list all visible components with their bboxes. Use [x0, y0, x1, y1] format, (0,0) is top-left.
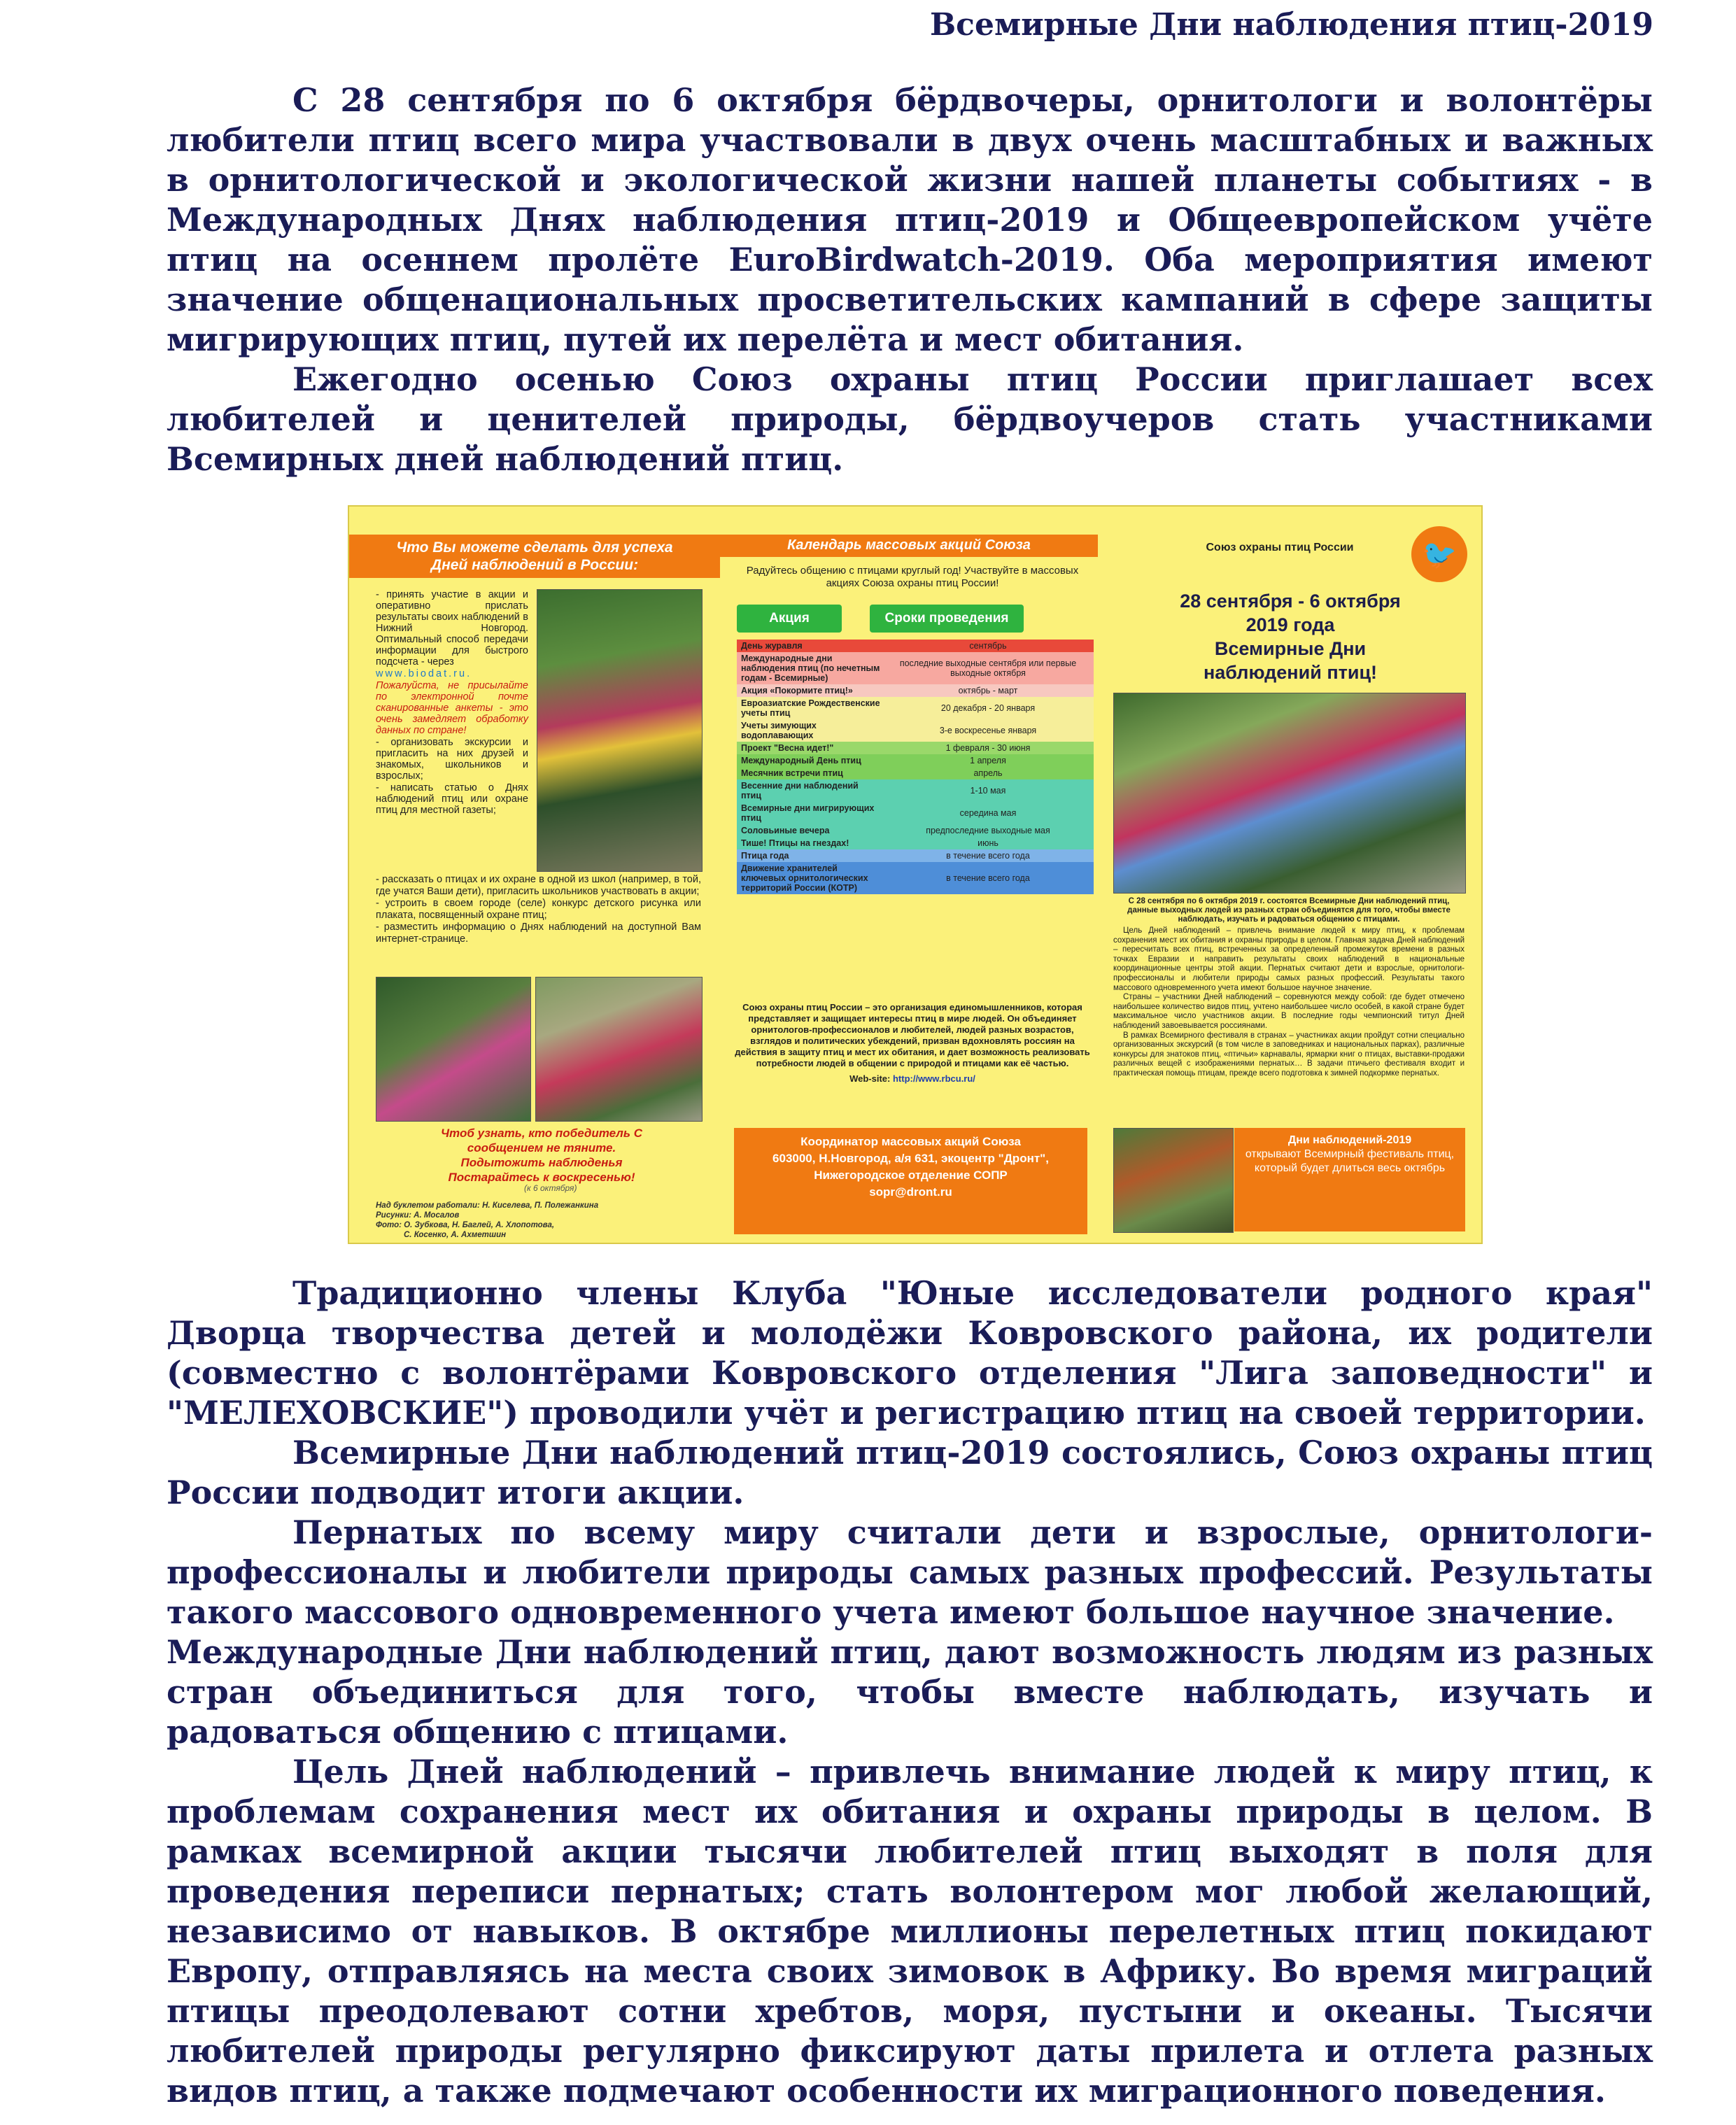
event-title-line: Всемирные Дни	[1214, 638, 1367, 659]
coordinator-box	[734, 1128, 1087, 1234]
event-row	[737, 767, 1094, 779]
tasks-list	[376, 589, 528, 817]
coordinator-line: 603000, Н.Новгород, а/я 631, экоцентр "Дронт",	[772, 1152, 1049, 1165]
event-row	[737, 862, 1094, 894]
credit-line: Фото: О. Зубкова, Н. Баглей, А. Хлопотова,	[376, 1221, 555, 1229]
event-name: Международный День птиц	[741, 756, 861, 765]
event-date: сентябрь	[969, 641, 1007, 651]
event-name: Всемирные дни мигрирующих птиц	[741, 803, 875, 823]
event-title	[1112, 589, 1469, 684]
paragraph: Всемирные Дни наблюдений птиц-2019 состоялись, Союз охраны птиц России подводит итоги акции.	[167, 1434, 1653, 1511]
brochure-right-panel	[1098, 507, 1483, 1243]
red-note-date: (к 6 октября)	[524, 1183, 577, 1193]
event-name: Тише! Птицы на гнездах!	[741, 838, 849, 848]
autumn-photo	[1113, 1128, 1234, 1233]
union-about	[734, 1002, 1091, 1085]
event-name: Месячник встречи птиц	[741, 768, 843, 778]
event-date: 1-10 мая	[970, 786, 1006, 796]
event-name: Движение хранителей ключевых орнитологических территорий России (КОТР)	[741, 863, 868, 893]
event-name: Птица года	[741, 851, 789, 861]
event-date: середина мая	[959, 808, 1017, 818]
event-date: последние выходные сентября или первые выходные октября	[899, 658, 1077, 678]
event-row	[737, 824, 1094, 837]
brochure-image	[348, 505, 1483, 1244]
right-paragraph: Страны – участники Дней наблюдений – соревнуются между собой: где будет отмечено наибольшее количество видов птиц, учтено наибольшее число особей, в какой стране будет максимальное число участников акции. В последние годы чемпионский титул Дней наблюдений завоевывается россиянами.	[1113, 993, 1465, 1030]
event-date: предпоследние выходные мая	[926, 826, 1050, 835]
event-row	[737, 640, 1094, 652]
right-paragraph: В рамках Всемирного фестиваля в странах – участниках акции пройдут сотни специально организованных экскурсий (в том числе в заповедниках и национальных парках), различные конкурсы для знатоков птиц, «птичьи» карнавалы, ярмарки книг о птицах, выставки-продажи различных вещей с изображениями пернатых… В задачи птичьего фестиваля входит и практическая помощь птицам, прежде всего подготовка к зимней подкормке пернатых.	[1113, 1031, 1465, 1078]
paragraph: Традиционно члены Клуба "Юные исследователи родного края" Дворца творчества детей и молодёжи Ковровского района, их родители (совместно с волонтёрами Ковровского отделения "Лига заповедности" и "МЕЛЕХОВСКИЕ") проводили учёт и регистрацию птиц на своей территории.	[167, 1274, 1653, 1432]
brochure-middle-panel	[720, 507, 1098, 1243]
left-panel-header	[349, 535, 720, 578]
task-item: - написать статью о Днях наблюдений птиц или охране птиц для местной газеты;	[376, 782, 528, 816]
event-date: октябрь - март	[958, 686, 1018, 696]
event-name: Проект "Весна идет!"	[741, 743, 834, 753]
event-date: апрель	[973, 768, 1003, 778]
festival-text: открывают Всемирный фестиваль птиц, который будет длиться весь октябрь	[1245, 1148, 1455, 1174]
left-header-line: Что Вы можете сделать для успеха	[396, 539, 673, 556]
paragraph: С 28 сентября по 6 октября бёрдвочеры, орнитологи и волонтёры любители птиц всего мира участвовали в двух очень масштабных и важных в орнитологической и экологической жизни нашей планеты событиях - в Международных Днях наблюдения птиц-2019 и Общеевропейском учёте птиц на осеннем пролёте EuroBirdwatch-2019. Оба мероприятия имеют значение общенациональных просветительских кампаний в сфере защиты мигрирующих птиц, путей их перелёта и мест обитания.	[167, 81, 1653, 358]
event-row	[737, 802, 1094, 824]
event-name: Евроазиатские Рождественские учеты птиц	[741, 698, 880, 718]
brochure-left-panel	[349, 507, 720, 1243]
event-row	[737, 719, 1094, 742]
coordinator-email[interactable]: sopr@dront.ru	[869, 1185, 952, 1199]
tasks-list-wide	[376, 874, 701, 945]
event-date: 3-е воскресенье января	[939, 726, 1037, 735]
event-row	[737, 697, 1094, 719]
calendar-column-headers	[737, 605, 1094, 633]
task-item: - принять участие в акции и оперативно прислать результаты своих наблюдений в Нижний Новгород. Оптимальный способ передачи информации для быстрого подсчета - через	[376, 589, 528, 668]
biodat-link[interactable]: www.biodat.ru.	[376, 668, 472, 679]
right-body-text	[1113, 926, 1465, 1079]
event-name: Учеты зимующих водоплавающих	[741, 721, 817, 740]
event-row	[737, 684, 1094, 697]
task-item: - рассказать о птицах и их охране в одной из школ (например, в той, где учатся Ваши дети), пригласить школьников участвовать в акции;	[376, 874, 701, 897]
event-date: 20 декабря - 20 января	[940, 703, 1036, 713]
coordinator-line: Координатор массовых акций Союза	[800, 1135, 1021, 1148]
forest-group-photo	[376, 977, 531, 1122]
calendar-intro: Радуйтесь общению с птицами круглый год! Участвуйте в массовых акциях Союза охраны птиц России!	[746, 565, 1079, 589]
event-name: Международные дни наблюдения птиц (по нечетным годам - Всемирные)	[741, 654, 880, 683]
page-title: Всемирные Дни наблюдения птиц-2019	[929, 7, 1653, 43]
event-name: Соловьиные вечера	[741, 826, 830, 835]
left-header-line: Дней наблюдений в России:	[430, 557, 639, 573]
event-date: в течение всего года	[946, 873, 1030, 883]
task-item: Пожалуйста, не присылайте по электронной почте сканированные анкеты - это очень замедляет обработку данных по стране!	[376, 680, 528, 736]
website-label: Web-site:	[849, 1073, 891, 1084]
union-about-text: Союз охраны птиц России – это организация единомышленников, которая представляет и защищает интересы птиц в мире людей. Он объединяет орнитологов-профессионалов и любителей, людей разных возрастов, взглядов и политических убеждений, призван вдохновлять россиян на действия в защиту птиц и мест их обитания, и дает возможность реализовать потребности людей в общении с природой и птицами как её частью.	[735, 1002, 1090, 1068]
credit-line: Рисунки: А. Мосалов	[376, 1211, 460, 1220]
festival-box	[1234, 1128, 1465, 1231]
credit-line: Над буклетом работали: Н. Киселева, П. Полежанкина	[376, 1201, 599, 1210]
group-binoculars-photo	[1113, 693, 1466, 894]
events-table	[737, 640, 1094, 894]
event-row	[737, 742, 1094, 754]
paragraph: Международные Дни наблюдений птиц, дают возможность людям из разных стран объединиться для того, чтобы вместе наблюдать, изучать и радоваться общению с птицами.	[167, 1633, 1653, 1751]
event-date: в течение всего года	[946, 851, 1030, 861]
paragraph: Ежегодно осенью Союз охраны птиц России приглашает всех любителей и ценителей природы, бёрдвоучеров стать участниками Всемирных дней наблюдений птиц.	[167, 360, 1653, 478]
event-title-line: 2019 года	[1245, 614, 1335, 635]
event-title-line: 28 сентября - 6 октября	[1180, 591, 1401, 612]
body-text	[167, 1273, 1653, 2111]
event-name: Весенние дни наблюдений птиц	[741, 781, 859, 800]
paragraph: Цель Дней наблюдений – привлечь внимание людей к миру птиц, к проблемам сохранения мест их обитания и охраны природы в целом. В рамках всемирной акции тысячи любителей птиц выходят в поля для проведения переписи пернатых; стать волонтером мог любой желающий, независимо от навыков. В октябре миллионы перелетных птиц покидают Европу, отправляясь на места своих зимовок в Африку. Во время миграций птицы преодолевают сотни хребтов, моря, пустыни и океаны. Тысячи любителей природы регулярно фиксируют даты прилета и отлета разных видов птиц, а также подмечают особенности их миграционного поведения.	[167, 1753, 1653, 2110]
event-name: День журавля	[741, 641, 803, 651]
event-title-line: наблюдений птиц!	[1203, 662, 1378, 683]
red-note: Чтоб узнать, кто победитель С сообщением не тяните. Подытожить наблюденья Постарайтесь к воскресенью!	[441, 1127, 642, 1184]
task-item: - организовать экскурсии и пригласить на них друзей и знакомых, школьников и взрослых;	[376, 737, 528, 782]
event-row	[737, 837, 1094, 849]
website-line	[734, 1073, 1091, 1085]
credit-line: С. Косенко, А. Ахметшин	[404, 1231, 507, 1239]
paragraph: Пернатых по всему миру считали дети и взрослые, орнитологи-профессионалы и любители природы самых разных профессий. Результаты такого массового одновременного учета имеют большое научное значение.	[167, 1513, 1653, 1631]
coordinator-line: Нижегородское отделение СОПР	[814, 1169, 1008, 1182]
calendar-header: Календарь массовых акций Союза	[720, 535, 1098, 557]
event-date: июнь	[978, 838, 998, 848]
event-row	[737, 652, 1094, 684]
dates-column-label: Сроки проведения	[870, 605, 1024, 633]
event-row	[737, 779, 1094, 802]
website-link[interactable]: http://www.rbcu.ru/	[892, 1073, 975, 1084]
event-date: 1 апреля	[970, 756, 1006, 765]
birdwatchers-photo	[537, 589, 703, 872]
event-name: Акция «Покормите птиц!»	[741, 686, 853, 696]
bird-logo-icon: 🐦	[1411, 526, 1467, 582]
event-row	[737, 849, 1094, 862]
right-paragraph: Цель Дней наблюдений – привлечь внимание людей к миру птиц, к проблемам сохранения мест их обитания и охраны природы в целом. Главная задача Дней наблюдений – пересчитать всех птиц, встреченных за определенный промежуток времени в разных точках Евразии и направить результаты своих наблюдений в национальные координационные центры этой акции. Пернатых считают дети и взрослые, орнитологи-профессионалы и любители природы самых разных профессий. Результаты такого массового одновременного учета имеют большое научное значение.	[1113, 926, 1465, 992]
event-row	[737, 754, 1094, 767]
action-column-label: Акция	[737, 605, 842, 633]
photo-caption: С 28 сентября по 6 октября 2019 г. состоятся Всемирные Дни наблюдений птиц, данные выходных людей из разных стран объединятся для того, чтобы вместе наблюдать, изучать и радоваться общению с птицами.	[1127, 897, 1451, 924]
task-item: - разместить информацию о Днях наблюдений на доступной Вам интернет-странице.	[376, 922, 701, 945]
festival-title: Дни наблюдений-2019	[1287, 1134, 1412, 1146]
task-item: - устроить в своем городе (селе) конкурс детского рисунка или плаката, посвященный охране птиц;	[376, 898, 701, 921]
event-date: 1 февраля - 30 июня	[945, 743, 1031, 753]
credits	[376, 1201, 705, 1240]
intro-text	[167, 80, 1653, 479]
org-name: Союз охраны птиц России	[1206, 542, 1354, 553]
road-group-photo	[535, 977, 703, 1122]
